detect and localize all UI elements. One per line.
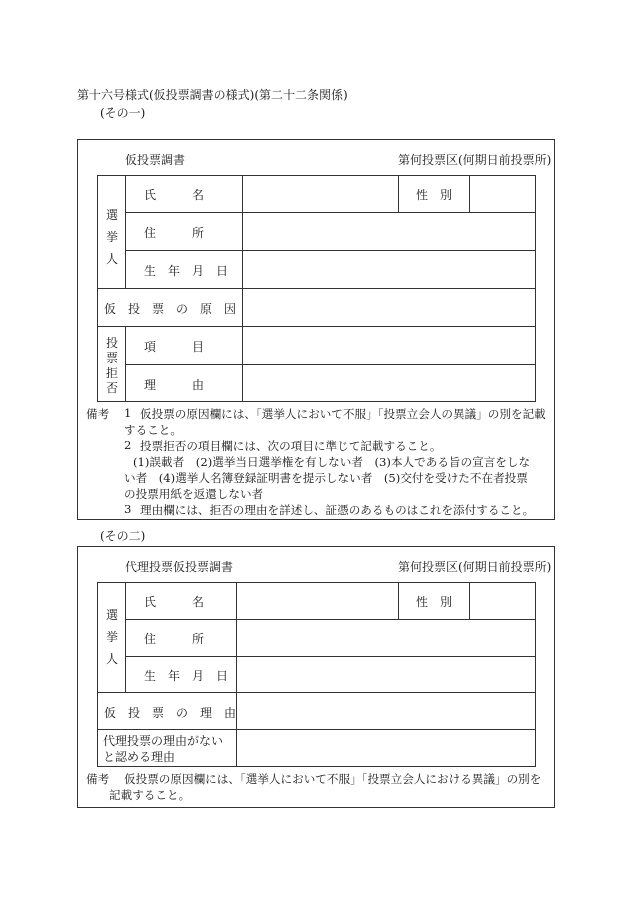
address-label: 住 所 bbox=[144, 632, 205, 646]
voter-group-char: 人 bbox=[106, 652, 119, 666]
vote-rejection-char: 投 bbox=[106, 336, 119, 350]
part2-title: 代理投票仮投票調書 bbox=[125, 560, 234, 574]
note-text: 記載すること。 bbox=[109, 788, 191, 802]
divider bbox=[469, 582, 470, 619]
voter-group-char: 挙 bbox=[106, 630, 119, 644]
part2-label: (その二) bbox=[100, 529, 146, 543]
part1-district: 第何投票区(何期日前投票所) bbox=[398, 153, 552, 167]
sex-label: 性 別 bbox=[416, 188, 453, 202]
birthdate-label: 生 年 月 日 bbox=[144, 669, 229, 683]
provisional-reason-label: 仮 投 票 の 理 由 bbox=[104, 706, 237, 720]
name-label: 氏 名 bbox=[144, 595, 205, 609]
part1-label: (その一) bbox=[100, 106, 146, 120]
note-text: 仮投票の原因欄には、「選挙人において不服」「投票立会人の異議」の別を記載 bbox=[140, 407, 546, 421]
divider bbox=[125, 326, 126, 402]
vote-rejection-char: 票 bbox=[106, 351, 119, 365]
divider bbox=[125, 175, 126, 288]
part2-district: 第何投票区(何期日前投票所) bbox=[398, 560, 552, 574]
divider bbox=[97, 326, 536, 327]
note-text: 仮投票の原因欄には、「選挙人において不服」「投票立会人における異議」の別を bbox=[124, 772, 542, 786]
voter-group-label bbox=[106, 604, 118, 670]
divider bbox=[97, 692, 536, 693]
voter-group-label bbox=[106, 204, 118, 270]
divider bbox=[125, 582, 126, 692]
vote-rejection-char: 拒 bbox=[106, 366, 119, 380]
address-label: 住 所 bbox=[144, 226, 205, 240]
voter-group-char: 選 bbox=[106, 208, 119, 222]
note-text: (1)誤載者 (2)選挙当日選挙権を有しない者 (3)本人である旨の宣言をしな bbox=[133, 455, 531, 469]
notes-label: 備考 bbox=[86, 772, 110, 786]
note-text: 投票拒否の項目欄には、次の項目に準じて記載すること。 bbox=[140, 439, 442, 453]
note-number: 3 bbox=[124, 502, 132, 516]
note-number: 1 bbox=[124, 406, 132, 420]
divider bbox=[125, 212, 536, 213]
vote-rejection-char: 否 bbox=[106, 381, 119, 395]
part1-title: 仮投票調書 bbox=[125, 153, 186, 167]
divider bbox=[97, 288, 536, 289]
vote-rejection-label bbox=[106, 336, 118, 396]
divider bbox=[469, 175, 470, 212]
form-heading: 第十六号様式(仮投票調書の様式)(第二十二条関係) bbox=[77, 88, 348, 102]
divider bbox=[398, 175, 399, 212]
provisional-cause-label: 仮 投 票 の 原 因 bbox=[104, 302, 237, 316]
divider bbox=[125, 364, 536, 365]
divider bbox=[97, 729, 536, 730]
note-text: すること。 bbox=[124, 423, 182, 437]
rejection-item-label: 項 目 bbox=[144, 340, 205, 354]
note-text: の投票用紙を返還しない者 bbox=[124, 487, 264, 501]
sex-label: 性 別 bbox=[416, 595, 453, 609]
divider bbox=[398, 582, 399, 619]
divider bbox=[125, 250, 536, 251]
divider bbox=[242, 175, 243, 402]
proxy-reason-line: と認める理由 bbox=[103, 750, 176, 764]
note-text: 理由欄には、拒否の理由を詳述し、証憑のあるものはこれを添付すること。 bbox=[140, 503, 535, 517]
divider bbox=[236, 582, 237, 767]
notes-label: 備考 bbox=[86, 407, 110, 421]
rejection-grounds-label: 理 由 bbox=[144, 378, 205, 392]
voter-group-char: 人 bbox=[106, 252, 119, 266]
divider bbox=[125, 619, 536, 620]
voter-group-char: 選 bbox=[106, 608, 119, 622]
proxy-reason-label bbox=[103, 733, 223, 765]
voter-group-char: 挙 bbox=[106, 230, 119, 244]
divider bbox=[125, 656, 536, 657]
note-text: い者 (4)選挙人名簿登録証明書を提示しない者 (5)交付を受けた不在者投票 bbox=[124, 471, 528, 485]
birthdate-label: 生 年 月 日 bbox=[144, 264, 229, 278]
proxy-reason-line: 代理投票の理由がない bbox=[103, 734, 224, 748]
note-number: 2 bbox=[124, 438, 132, 452]
name-label: 氏 名 bbox=[144, 188, 205, 202]
